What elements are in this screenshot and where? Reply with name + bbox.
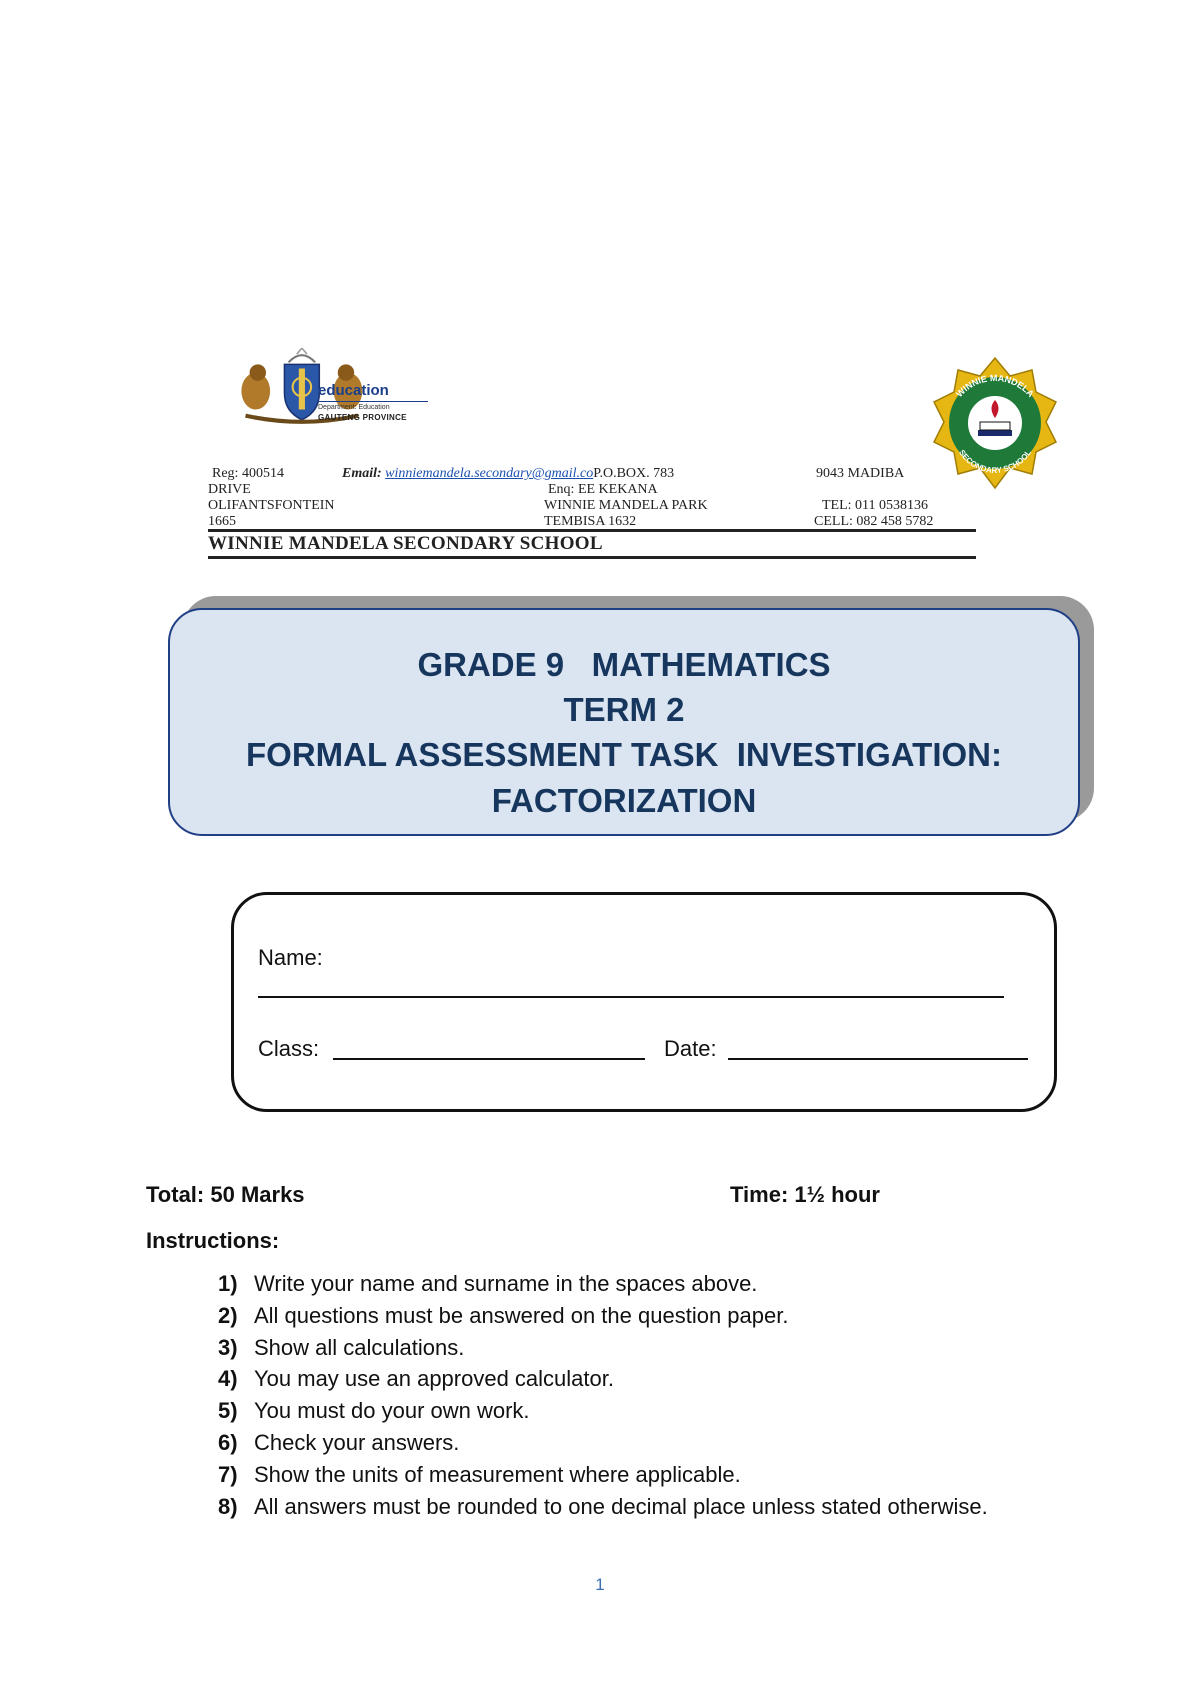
address-olifantsfontein: OLIFANTSFONTEIN xyxy=(208,498,335,513)
letterhead-rule-top xyxy=(208,529,976,532)
dept-education-word: education xyxy=(318,382,389,399)
instruction-number: 1) xyxy=(218,1271,238,1296)
instruction-item xyxy=(218,1491,988,1523)
name-label: Name: xyxy=(258,945,323,970)
instruction-item xyxy=(218,1363,988,1395)
email-line xyxy=(342,466,674,482)
instruction-item xyxy=(218,1300,988,1332)
svg-text:SECONDARY SCHOOL: SECONDARY SCHOOL xyxy=(957,448,1033,475)
learner-details-box xyxy=(231,892,1057,1112)
dept-underline xyxy=(318,401,428,402)
svg-text:WINNIE MANDELA: WINNIE MANDELA xyxy=(954,372,1036,400)
name-input-line[interactable] xyxy=(258,996,1004,998)
instruction-number: 4) xyxy=(218,1366,238,1392)
address-drive: DRIVE xyxy=(208,482,251,497)
address-tembisa: TEMBISA 1632 xyxy=(544,514,637,529)
instruction-number: 2) xyxy=(218,1302,238,1328)
address-1665: 1665 xyxy=(208,514,236,529)
dept-province: GAUTENG PROVINCE xyxy=(318,413,407,422)
instruction-text: Write your name and surname in the spaces above. xyxy=(254,1271,758,1296)
email-link[interactable]: winniemandela.secondary@gmail.co xyxy=(385,466,594,481)
address-enquiries: Enq: EE KEKANA xyxy=(548,482,658,497)
address-madiba: 9043 MADIBA xyxy=(816,466,905,481)
instructions-list xyxy=(218,1268,988,1522)
instruction-text: Show all calculations. xyxy=(254,1334,465,1360)
instruction-number: 6) xyxy=(218,1429,238,1455)
address-reg: Reg: 400514 xyxy=(212,466,284,481)
instruction-number: 5) xyxy=(218,1398,238,1424)
email-label: Email: xyxy=(342,466,382,481)
date-input-line[interactable] xyxy=(728,1058,1028,1060)
instruction-text: All questions must be answered on the question paper. xyxy=(254,1302,789,1328)
dept-subtitle: Department: Education xyxy=(318,404,390,411)
instruction-text: Check your answers. xyxy=(254,1429,460,1455)
total-marks: Total: 50 Marks xyxy=(146,1182,305,1207)
title-topic: FACTORIZATION xyxy=(491,782,757,819)
instruction-number: 8) xyxy=(218,1493,238,1519)
class-label: Class: xyxy=(258,1036,320,1061)
letterhead-rule-bottom xyxy=(208,556,976,559)
instruction-item xyxy=(218,1268,988,1300)
address-park: WINNIE MANDELA PARK xyxy=(544,498,708,513)
instruction-number: 3) xyxy=(218,1334,238,1360)
title-grade-subject: GRADE 9 MATHEMATICS xyxy=(417,646,831,683)
instruction-text: Show the units of measurement where applicable. xyxy=(254,1461,741,1487)
instruction-item xyxy=(218,1427,988,1459)
instruction-text: You may use an approved calculator. xyxy=(254,1366,614,1392)
instruction-item xyxy=(218,1395,988,1427)
school-badge-logo xyxy=(928,356,1062,508)
title-term: TERM 2 xyxy=(563,691,685,728)
instruction-item xyxy=(218,1459,988,1491)
po-box: P.O.BOX. 783 xyxy=(593,466,675,481)
title-box xyxy=(168,608,1080,836)
instruction-text: You must do your own work. xyxy=(254,1398,530,1424)
class-input-line[interactable] xyxy=(333,1058,645,1060)
page-number: 1 xyxy=(595,1575,605,1594)
instructions-heading: Instructions: xyxy=(146,1228,280,1253)
time-allowed: Time: 1½ hour xyxy=(730,1182,880,1207)
date-label: Date: xyxy=(664,1036,717,1061)
school-name: WINNIE MANDELA SECONDARY SCHOOL xyxy=(208,533,603,554)
address-cell: CELL: 082 458 5782 xyxy=(814,514,934,529)
address-tel: TEL: 011 0538136 xyxy=(822,498,929,513)
instruction-item xyxy=(218,1332,988,1364)
instruction-text: All answers must be rounded to one decimal place unless stated otherwise. xyxy=(254,1493,988,1519)
instruction-number: 7) xyxy=(218,1461,238,1487)
title-assessment: FORMAL ASSESSMENT TASK INVESTIGATION: xyxy=(246,736,1002,773)
